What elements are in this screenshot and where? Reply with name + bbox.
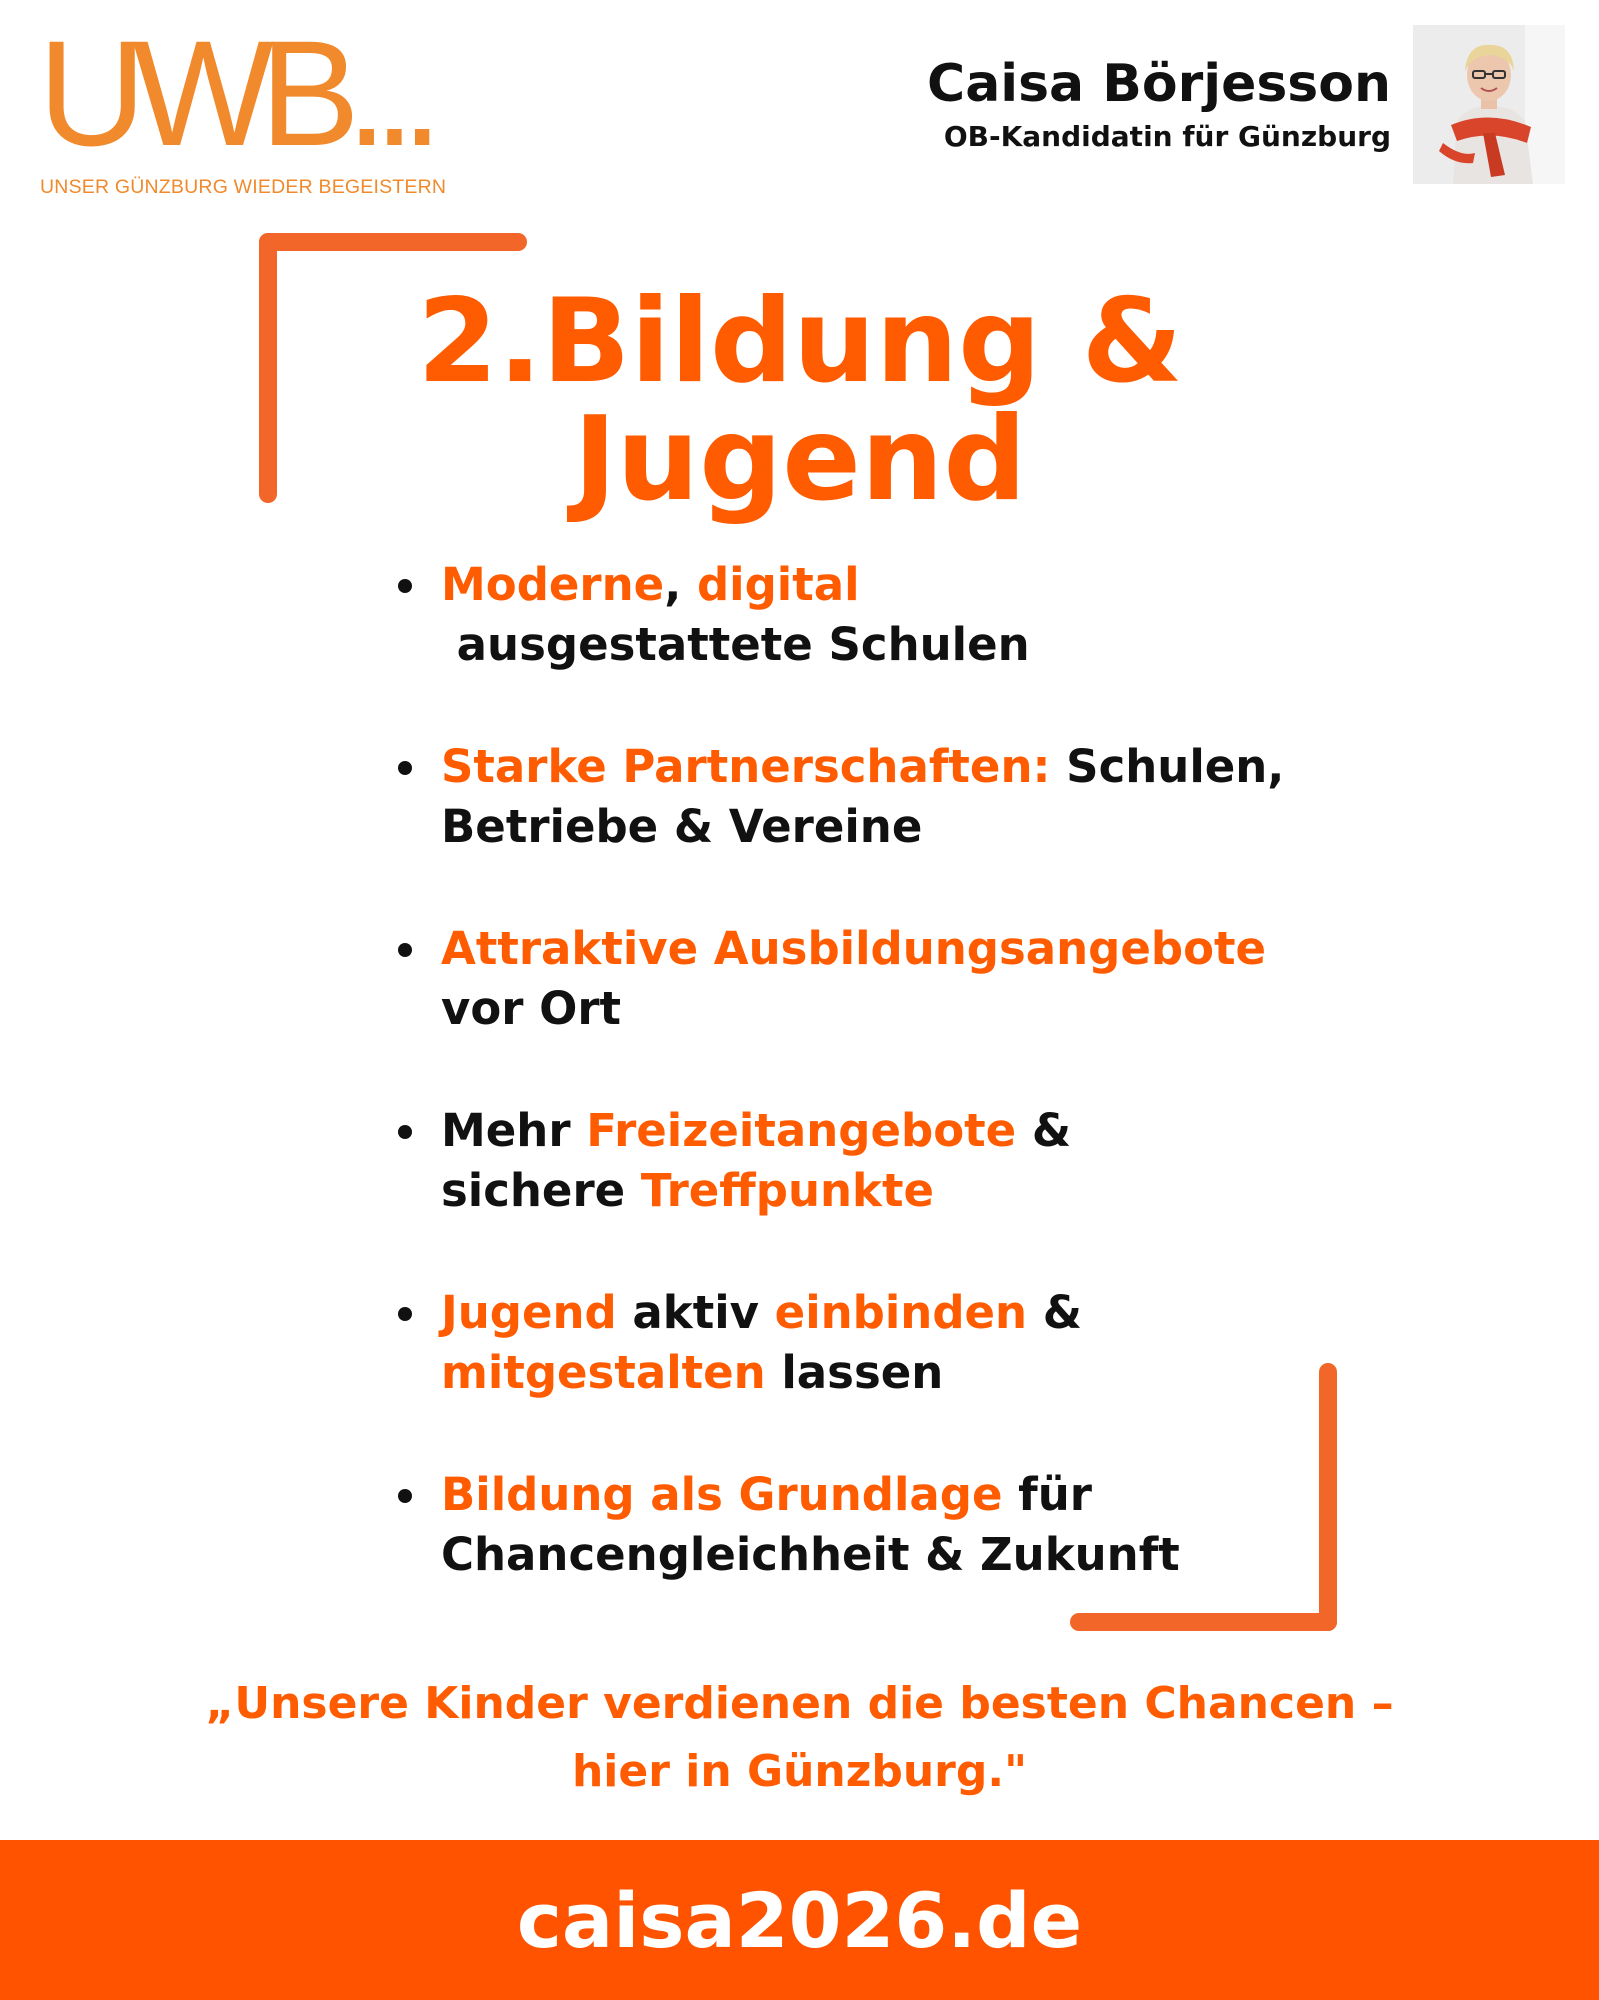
point-line-1 [441, 555, 1318, 615]
point-text: Schulen, [1066, 740, 1285, 793]
point-text: mitgestalten [441, 1346, 766, 1399]
point-text: , [664, 558, 697, 611]
list-item [398, 919, 1318, 1101]
point-line-2 [441, 979, 1318, 1039]
point-line-2 [441, 1343, 1318, 1403]
website-link[interactable]: caisa2026.de [516, 1876, 1083, 1965]
bullet-icon [398, 579, 412, 593]
bullet-icon [398, 1489, 412, 1503]
point-text: Chancengleichheit & Zukunft [441, 1528, 1180, 1581]
footer-banner [0, 1840, 1599, 2000]
point-text: digital [696, 558, 860, 611]
point-text: Freizeitangebote [586, 1104, 1017, 1157]
point-line-2 [441, 615, 1318, 675]
title-line-2: Jugend [573, 392, 1027, 527]
point-line-1 [441, 1283, 1318, 1343]
list-item [398, 1283, 1318, 1465]
point-text: Betriebe & Vereine [441, 800, 923, 853]
corner-bracket-top-horizontal [259, 233, 527, 251]
point-text: ausgestattete Schulen [441, 618, 1030, 671]
corner-bracket-bottom-vertical [1319, 1363, 1337, 1631]
list-item [398, 1465, 1318, 1647]
campaign-quote [0, 1670, 1599, 1806]
point-line-1 [441, 919, 1318, 979]
page-title [260, 274, 1340, 527]
point-line-1 [441, 737, 1318, 797]
point-text: Bildung als Grundlage [441, 1468, 1003, 1521]
bullet-icon [398, 1307, 412, 1321]
point-line-1 [441, 1465, 1318, 1525]
point-text: & [1016, 1104, 1072, 1157]
point-text: Treffpunkte [640, 1164, 934, 1217]
candidate-role: OB-Kandidatin für Günzburg [943, 120, 1391, 153]
point-line-2 [441, 1525, 1318, 1585]
quote-line-2: hier in Günzburg." [571, 1746, 1028, 1797]
point-text: & [1027, 1286, 1083, 1339]
bullet-icon [398, 1125, 412, 1139]
bullet-icon [398, 761, 412, 775]
program-points-list [398, 555, 1318, 1647]
uwb-logo [38, 9, 447, 198]
logo-tagline: UNSER GÜNZBURG WIEDER BEGEISTERN [40, 176, 447, 198]
point-text: sichere [441, 1164, 641, 1217]
bullet-icon [398, 943, 412, 957]
list-item [398, 737, 1318, 919]
point-text: einbinden [774, 1286, 1028, 1339]
point-text: Jugend [441, 1286, 617, 1339]
point-line-2 [441, 797, 1318, 857]
title-line-1: 2.Bildung & [417, 274, 1183, 409]
point-text: Moderne [441, 558, 665, 611]
quote-line-1: „Unsere Kinder verdienen die besten Chancen – [205, 1678, 1394, 1729]
point-text: vor Ort [441, 982, 622, 1035]
point-text: Mehr [441, 1104, 587, 1157]
candidate-name: Caisa Börjesson [927, 54, 1391, 114]
point-text: Starke Partnerschaften: [441, 740, 1067, 793]
point-line-1 [441, 1101, 1318, 1161]
point-text: Attraktive Ausbildungsangebote [441, 922, 1267, 975]
point-text: für [1002, 1468, 1092, 1521]
candidate-portrait [1413, 25, 1565, 184]
list-item [398, 555, 1318, 737]
logo-mark: UWB... [38, 9, 429, 177]
point-text: lassen [765, 1346, 944, 1399]
point-line-2 [441, 1161, 1318, 1221]
list-item [398, 1101, 1318, 1283]
point-text: aktiv [616, 1286, 775, 1339]
